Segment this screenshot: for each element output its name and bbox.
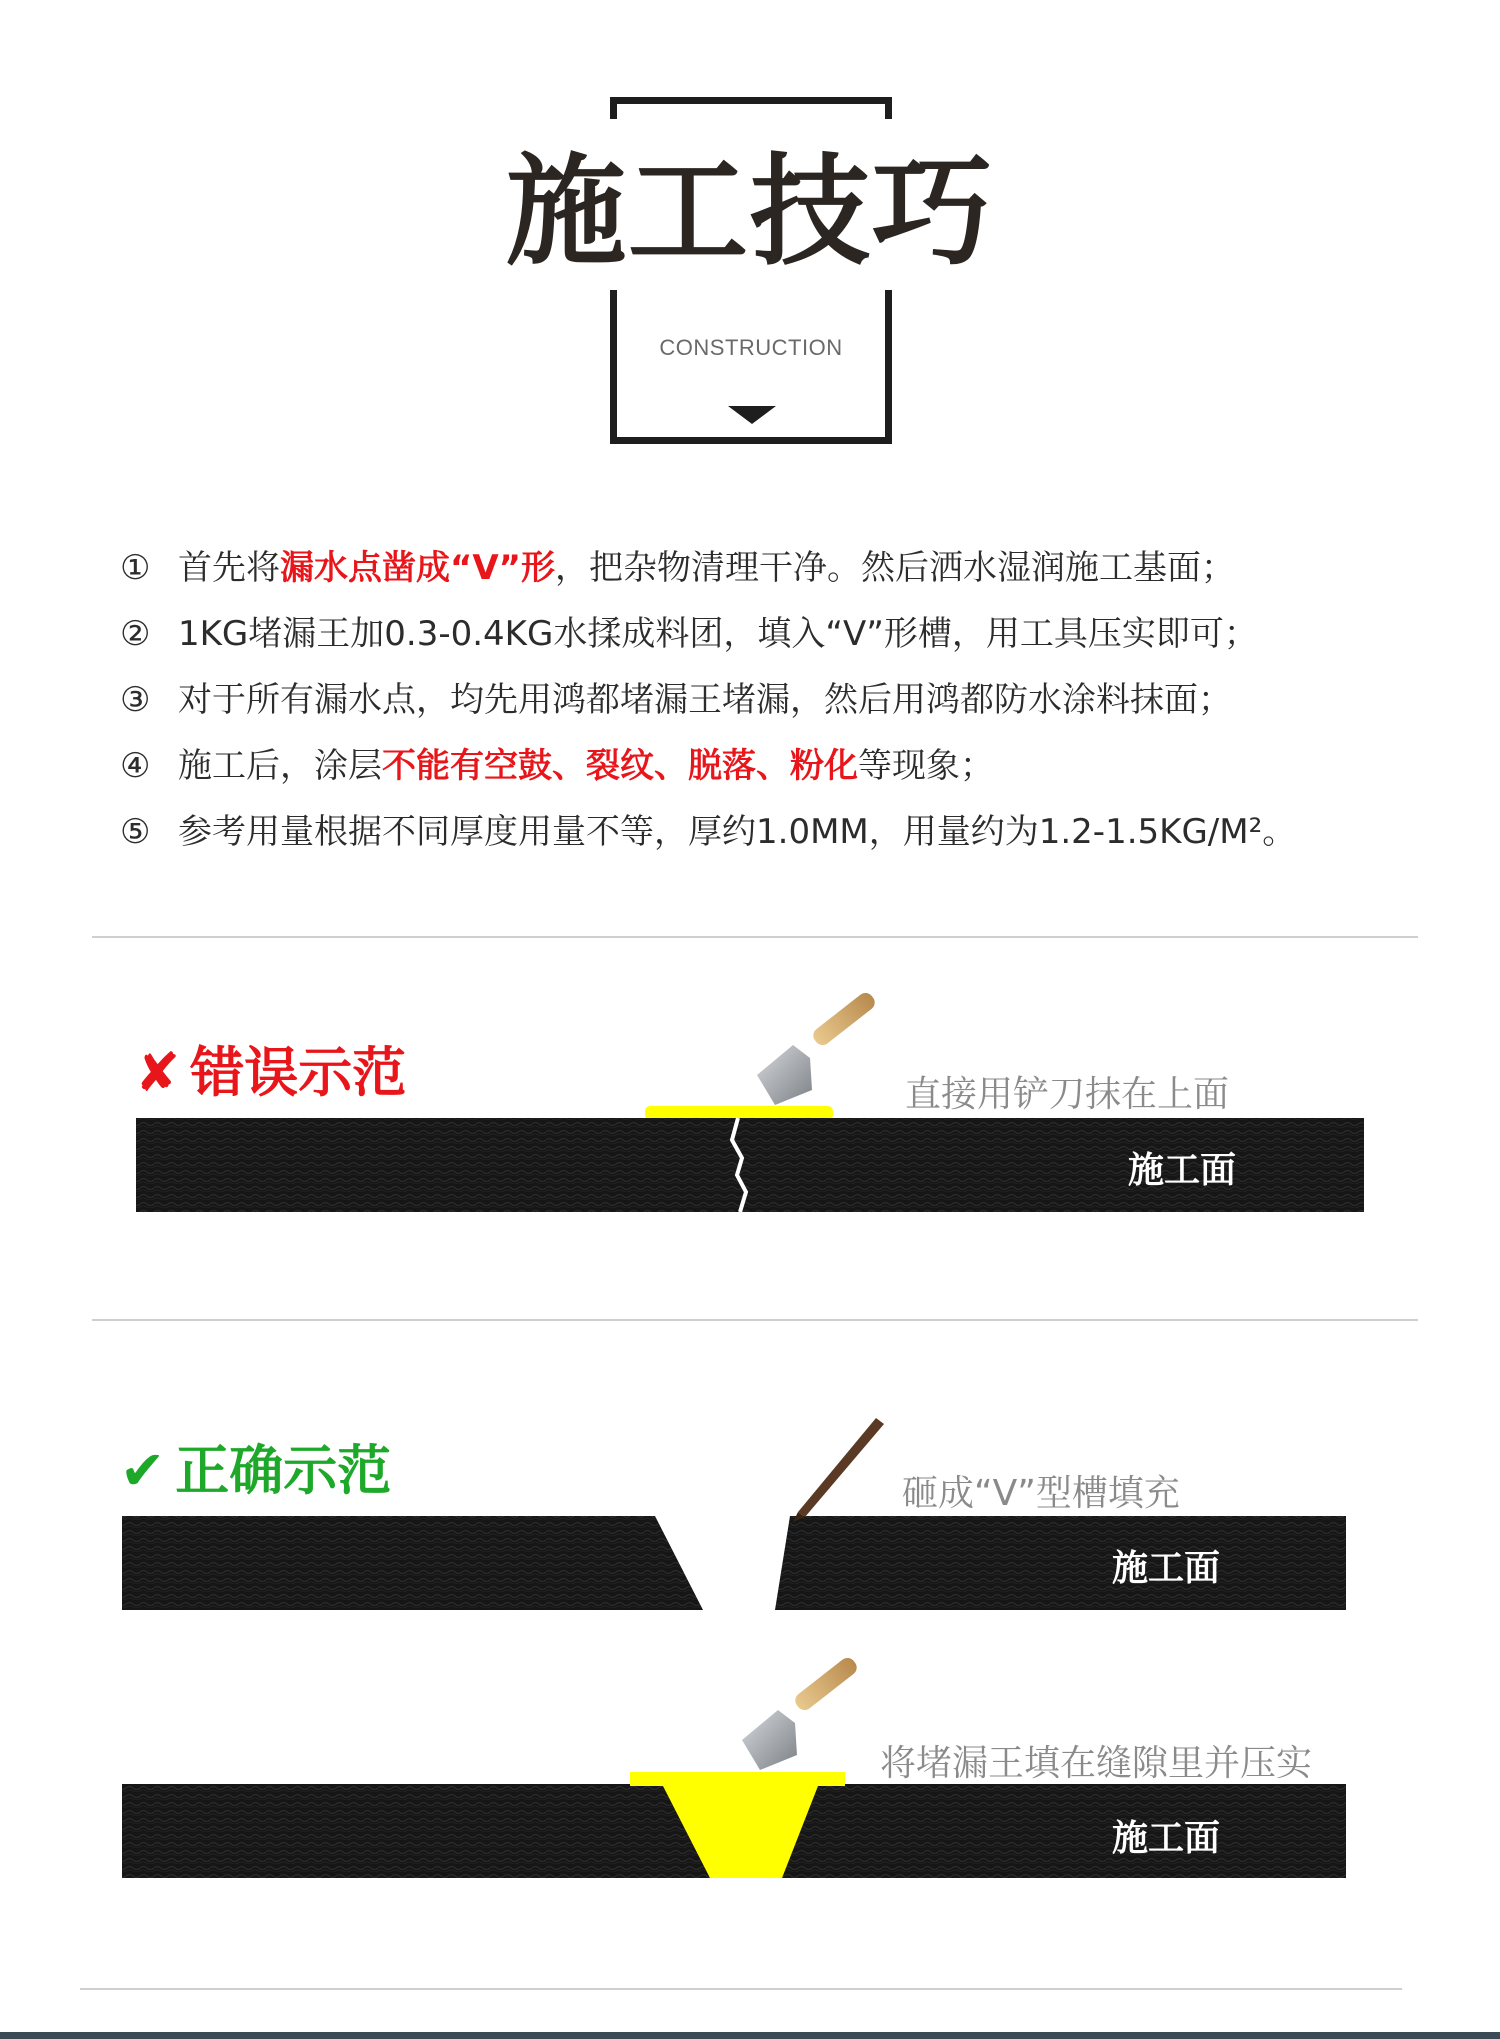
right-step2-surface-label: 施工面 bbox=[1112, 1818, 1221, 1859]
step-highlight-text: 漏水点凿成“V”形 bbox=[280, 548, 556, 588]
putty-knife-icon bbox=[742, 1655, 860, 1770]
step-text: 首先将 bbox=[178, 548, 280, 588]
right-step2-caption: 将堵漏王填在缝隙里并压实 bbox=[880, 1743, 1313, 1784]
step-number: ① bbox=[120, 548, 151, 588]
wrong-example-label: 错误示范 bbox=[190, 1041, 407, 1104]
wrong-example-surface-label: 施工面 bbox=[1128, 1150, 1237, 1191]
step-highlight-text: 不能有空鼓、裂纹、脱落、粉化 bbox=[382, 746, 858, 786]
right-example-label: 正确示范 bbox=[175, 1439, 392, 1502]
step-text: 施工后，涂层 bbox=[178, 746, 382, 786]
page-subtitle: CONSTRUCTION bbox=[659, 335, 843, 360]
step-number: ④ bbox=[120, 746, 151, 786]
cross-icon: ✘ bbox=[135, 1041, 181, 1104]
step-text: 1KG堵漏王加0.3-0.4KG水揉成料团，填入“V”形槽，用工具压实即可； bbox=[178, 614, 1258, 654]
bottom-bar bbox=[0, 2032, 1500, 2039]
divider bbox=[80, 1988, 1402, 1990]
wrong-example-caption: 直接用铲刀抹在上面 bbox=[905, 1074, 1230, 1115]
step-text: ，把杂物清理干净。然后洒水湿润施工基面； bbox=[555, 548, 1236, 588]
step-text: 等现象； bbox=[858, 746, 994, 786]
right-step1-surface-label: 施工面 bbox=[1112, 1548, 1221, 1589]
page-title: 施工技巧 bbox=[506, 143, 994, 282]
check-icon: ✔ bbox=[120, 1439, 166, 1502]
step-number: ③ bbox=[120, 680, 151, 720]
step-number: ② bbox=[120, 614, 151, 654]
step-text: 参考用量根据不同厚度用量不等，厚约1.0MM，用量约为1.2-1.5KG/M²。 bbox=[178, 812, 1297, 852]
right-step1-caption: 砸成“V”型槽填充 bbox=[902, 1473, 1180, 1514]
step-text: 对于所有漏水点，均先用鸿都堵漏王堵漏，然后用鸿都防水涂料抹面； bbox=[178, 680, 1232, 720]
step-number: ⑤ bbox=[120, 812, 151, 852]
